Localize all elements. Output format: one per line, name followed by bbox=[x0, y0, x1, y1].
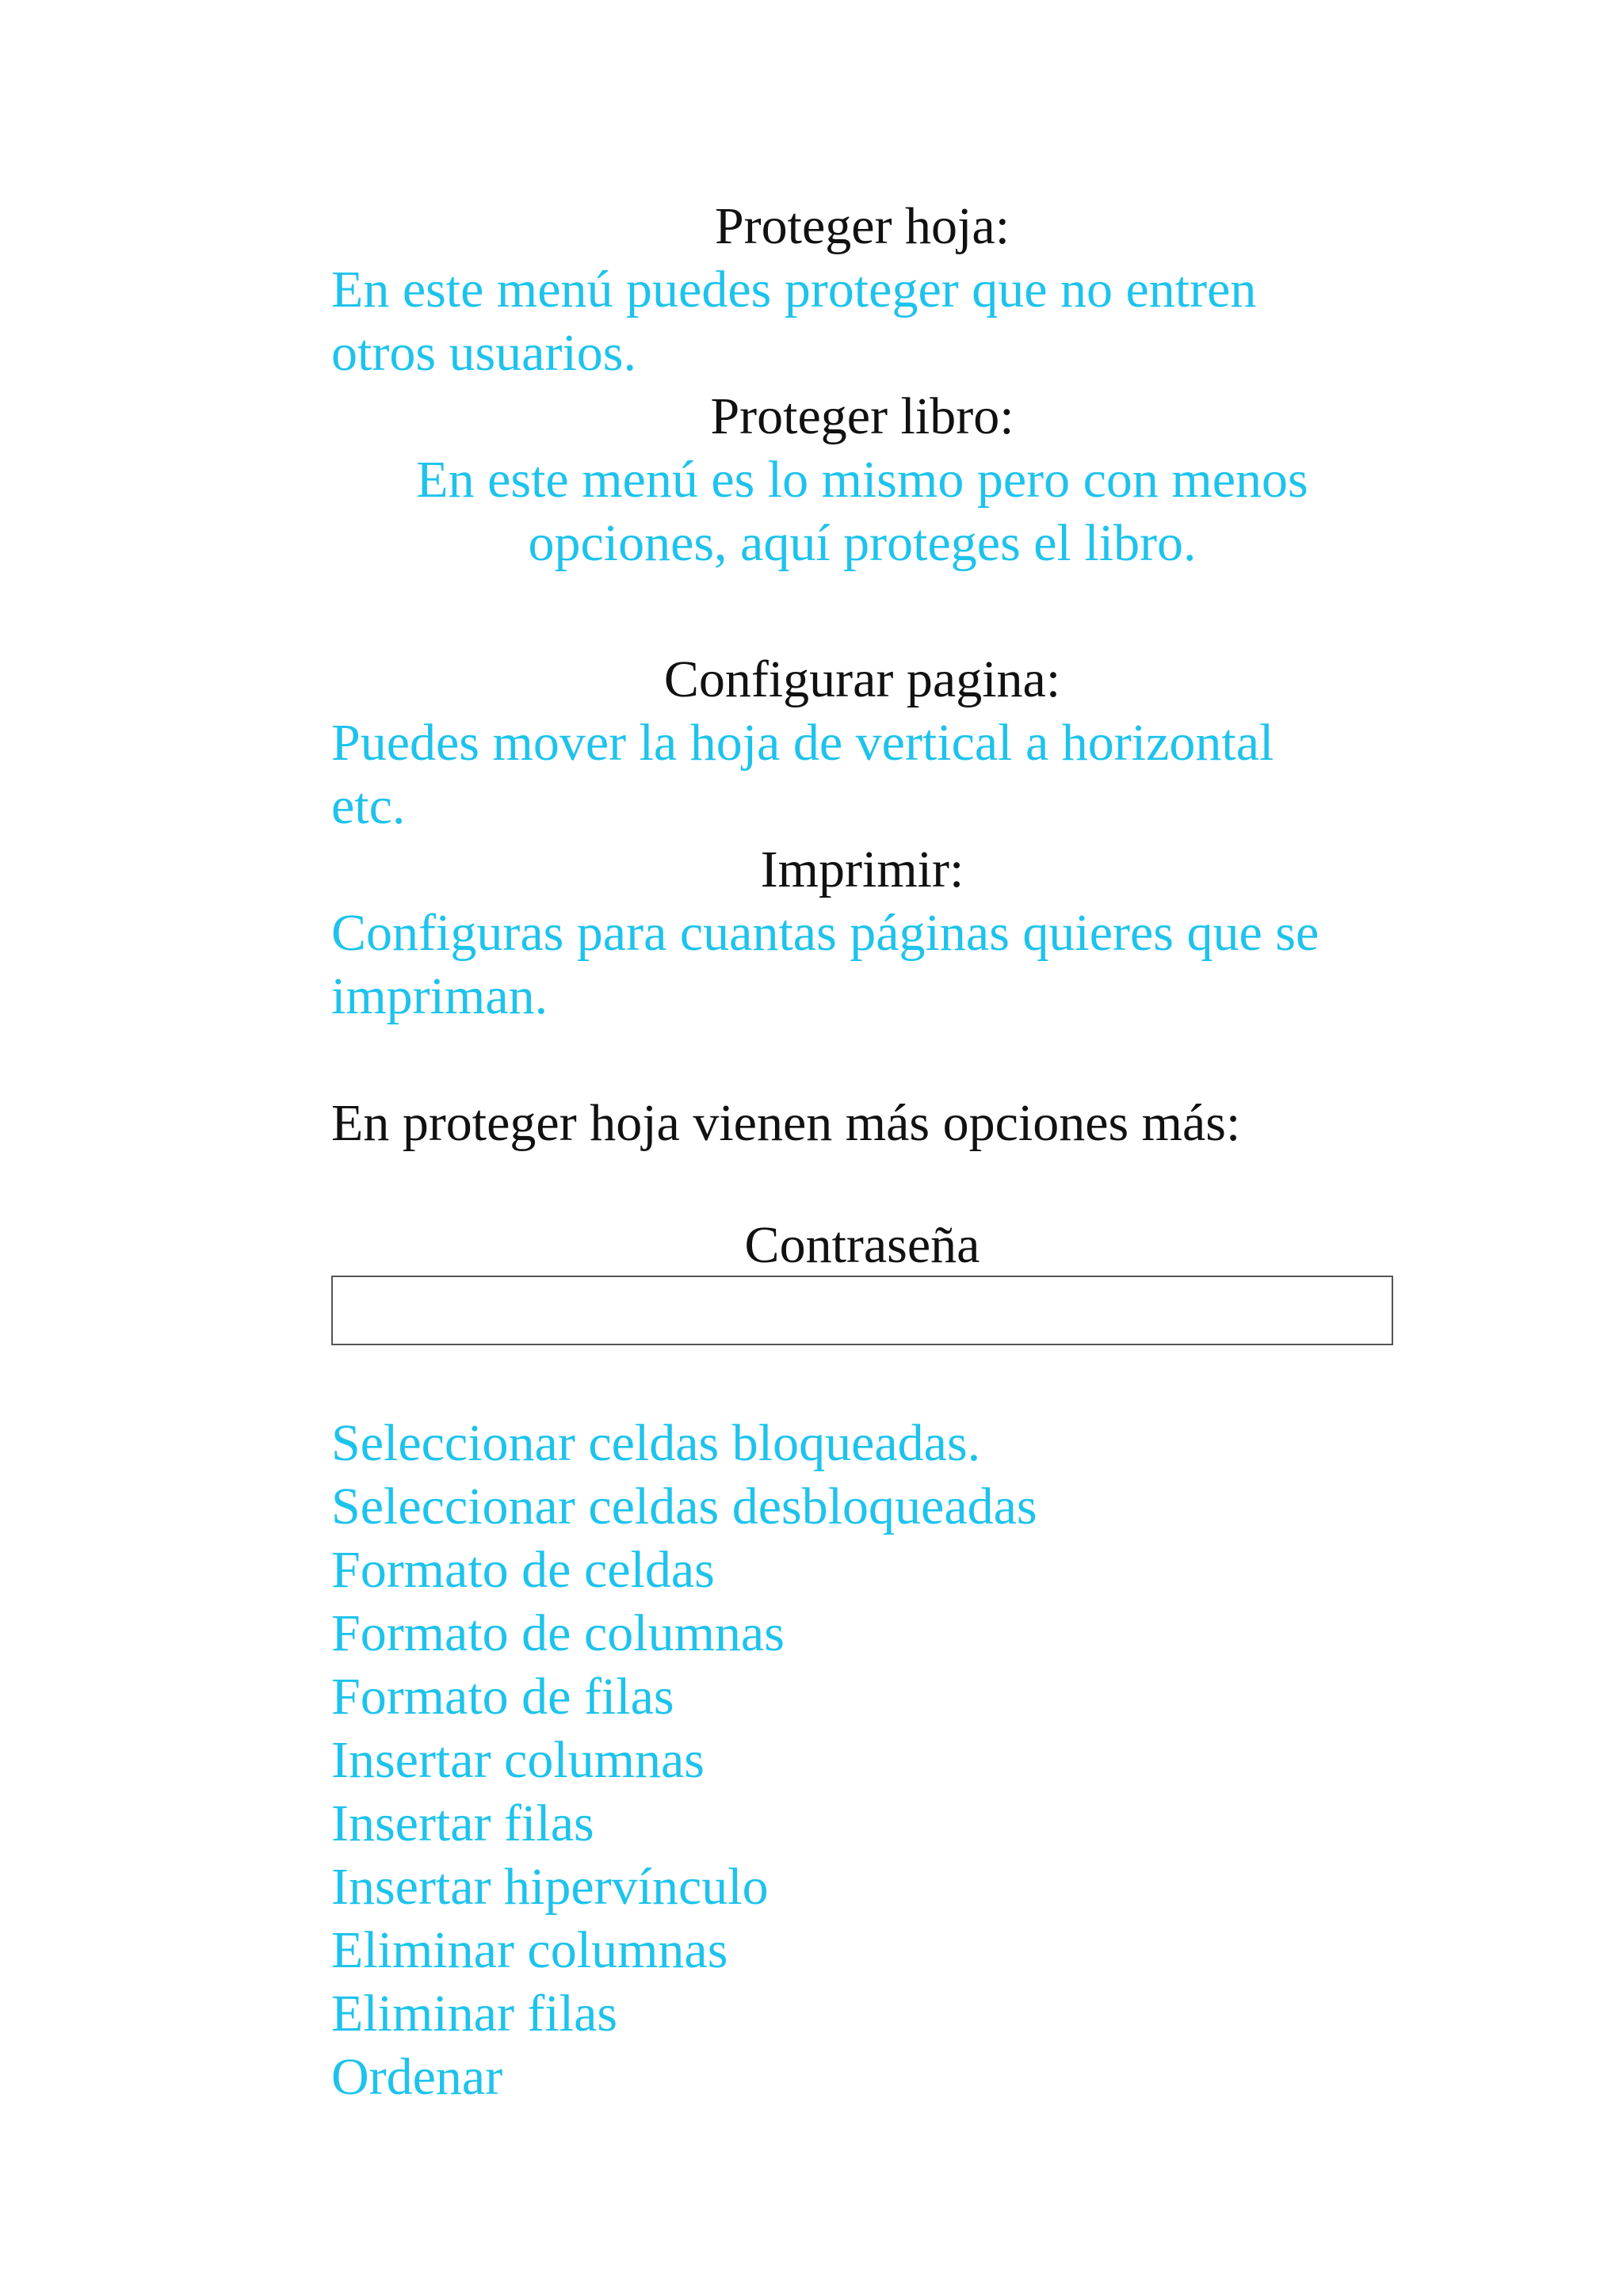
imprimir-title: Imprimir: bbox=[760, 841, 964, 898]
option-item: Insertar filas bbox=[331, 1794, 594, 1852]
proteger-hoja-title: Proteger hoja: bbox=[714, 197, 1010, 255]
option-item: Formato de columnas bbox=[331, 1604, 785, 1662]
configurar-pagina-desc-line-2: etc. bbox=[331, 777, 406, 835]
option-item: Formato de celdas bbox=[331, 1541, 715, 1599]
option-item: Seleccionar celdas bloqueadas. bbox=[331, 1414, 981, 1472]
option-item: Formato de filas bbox=[331, 1668, 674, 1726]
option-item: Eliminar filas bbox=[331, 1985, 618, 2042]
imprimir-desc-line-1: Configuras para cuantas páginas quieres que se bbox=[331, 904, 1319, 962]
option-item: Ordenar bbox=[331, 2048, 503, 2106]
imprimir-desc-line-2: impriman. bbox=[331, 967, 548, 1025]
options-intro: En proteger hoja vienen más opciones más: bbox=[331, 1094, 1241, 1152]
option-item: Seleccionar celdas desbloqueadas bbox=[331, 1478, 1037, 1535]
option-item: Insertar hipervínculo bbox=[331, 1858, 769, 1916]
configurar-pagina-desc-line-1: Puedes mover la hoja de vertical a horizontal bbox=[331, 714, 1274, 772]
option-item: Eliminar columnas bbox=[331, 1921, 728, 1979]
password-label: Contraseña bbox=[744, 1216, 980, 1274]
proteger-hoja-desc-line-1: En este menú puedes proteger que no entren bbox=[331, 261, 1257, 318]
proteger-libro-desc-line-2: opciones, aquí proteges el libro. bbox=[528, 514, 1197, 572]
proteger-libro-desc-line-1: En este menú es lo mismo pero con menos bbox=[416, 451, 1308, 509]
proteger-libro-title: Proteger libro: bbox=[710, 387, 1014, 445]
password-input[interactable] bbox=[331, 1276, 1393, 1345]
configurar-pagina-title: Configurar pagina: bbox=[663, 650, 1061, 708]
option-item: Insertar columnas bbox=[331, 1731, 705, 1789]
proteger-hoja-desc-line-2: otros usuarios. bbox=[331, 324, 636, 382]
